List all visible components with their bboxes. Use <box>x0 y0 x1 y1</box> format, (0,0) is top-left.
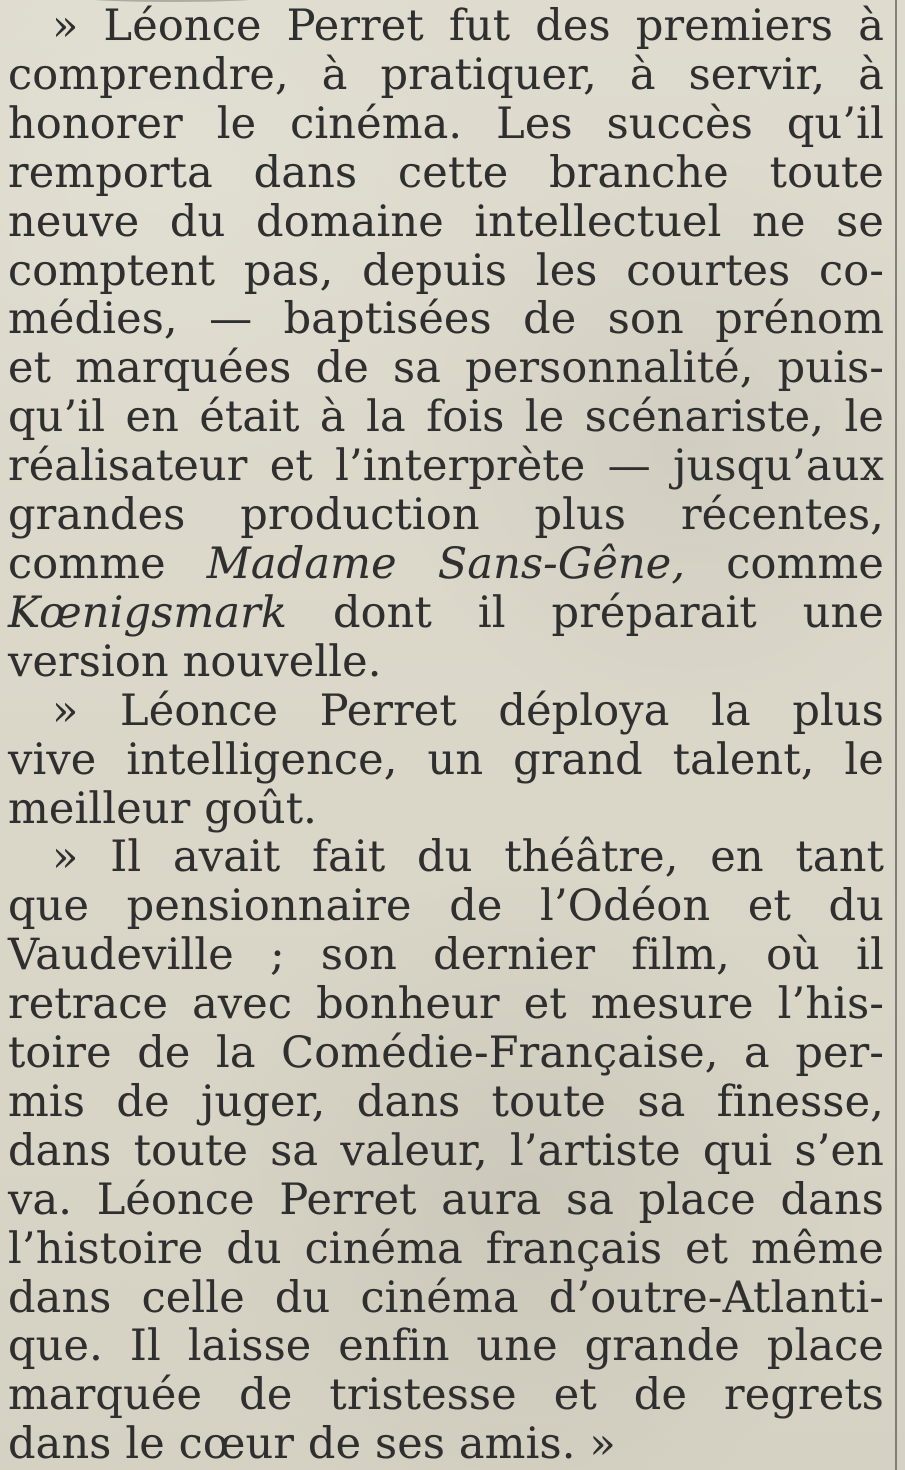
paragraph-3-line-8: va. Léonce Perret aura sa place dans <box>8 1174 884 1225</box>
article-text <box>8 2 884 1469</box>
paragraph-3 <box>8 833 884 1469</box>
paragraph-1-line-9: qu’il en était à la fois le scénariste, le <box>8 392 884 443</box>
paragraph-2-line-1: » Léonce Perret déploya la plus <box>52 685 884 736</box>
paragraph-3-line-7: dans toute sa valeur, l’artiste qui s’en <box>8 1125 884 1176</box>
paragraph-3-line-11: que. Il laisse enfin une grande place <box>8 1321 884 1372</box>
paragraph-1-line-11: grandes production plus récentes, <box>8 490 884 541</box>
line-12-suffix: comme <box>685 538 884 589</box>
paragraph-1-line-5: neuve du domaine intellectuel ne se <box>8 196 884 247</box>
paragraph-3-line-4: retrace avec bonheur et mesure l’his- <box>8 979 884 1030</box>
paragraph-1-line-7: médies, — baptisées de son prénom <box>8 294 884 345</box>
paragraph-2 <box>8 687 884 834</box>
madame-sans-gene-title: Madame Sans-Gêne, <box>206 538 686 589</box>
paragraph-1-line-3: honorer le cinéma. Les succès qu’il <box>8 98 884 149</box>
paragraph-1-line-10: réalisateur et l’interprète — jusqu’aux <box>8 441 884 492</box>
line-12-prefix: comme <box>8 538 207 589</box>
paragraph-1-line-2: comprendre, à pratiquer, à servir, à <box>8 49 884 100</box>
paragraph-1-line-13 <box>8 589 884 638</box>
paragraph-1-line-14: version nouvelle. <box>8 636 382 687</box>
paragraph-3-line-5: toire de la Comédie-Française, a per- <box>8 1028 884 1079</box>
paragraph-2-line-3: meilleur goût. <box>8 783 317 834</box>
paragraph-1-line-4: remporta dans cette branche toute <box>8 147 884 198</box>
column-rule <box>895 0 897 1470</box>
paragraph-1-line-1: » Léonce Perret fut des premiers à <box>52 1 884 51</box>
paragraph-3-line-2: que pensionnaire de l’Odéon et du <box>8 881 884 932</box>
paragraph-1-line-12 <box>8 540 884 589</box>
paragraph-3-line-13: dans le cœur de ses amis. » <box>8 1419 616 1470</box>
paragraph-3-line-12: marquée de tristesse et de regrets <box>8 1370 884 1421</box>
paragraph-3-line-9: l’histoire du cinéma français et même <box>8 1223 884 1274</box>
paragraph-3-line-3: Vaudeville ; son dernier film, où il <box>8 930 884 981</box>
koenigsmark-title: Kœnigsmark <box>8 587 288 638</box>
paragraph-3-line-10: dans celle du cinéma d’outre-Atlanti- <box>8 1272 884 1323</box>
paragraph-1-line-6: comptent pas, depuis les courtes co- <box>8 245 884 296</box>
paragraph-2-line-2: vive intelligence, un grand talent, le <box>8 734 884 785</box>
paragraph-3-line-6: mis de juger, dans toute sa finesse, <box>8 1076 884 1127</box>
line-13-suffix: dont il préparait une <box>287 587 884 638</box>
paragraph-1 <box>8 2 884 687</box>
paragraph-1-line-8: et marquées de sa personnalité, puis- <box>8 343 884 394</box>
paragraph-3-line-1: » Il avait fait du théâtre, en tant <box>52 832 884 883</box>
